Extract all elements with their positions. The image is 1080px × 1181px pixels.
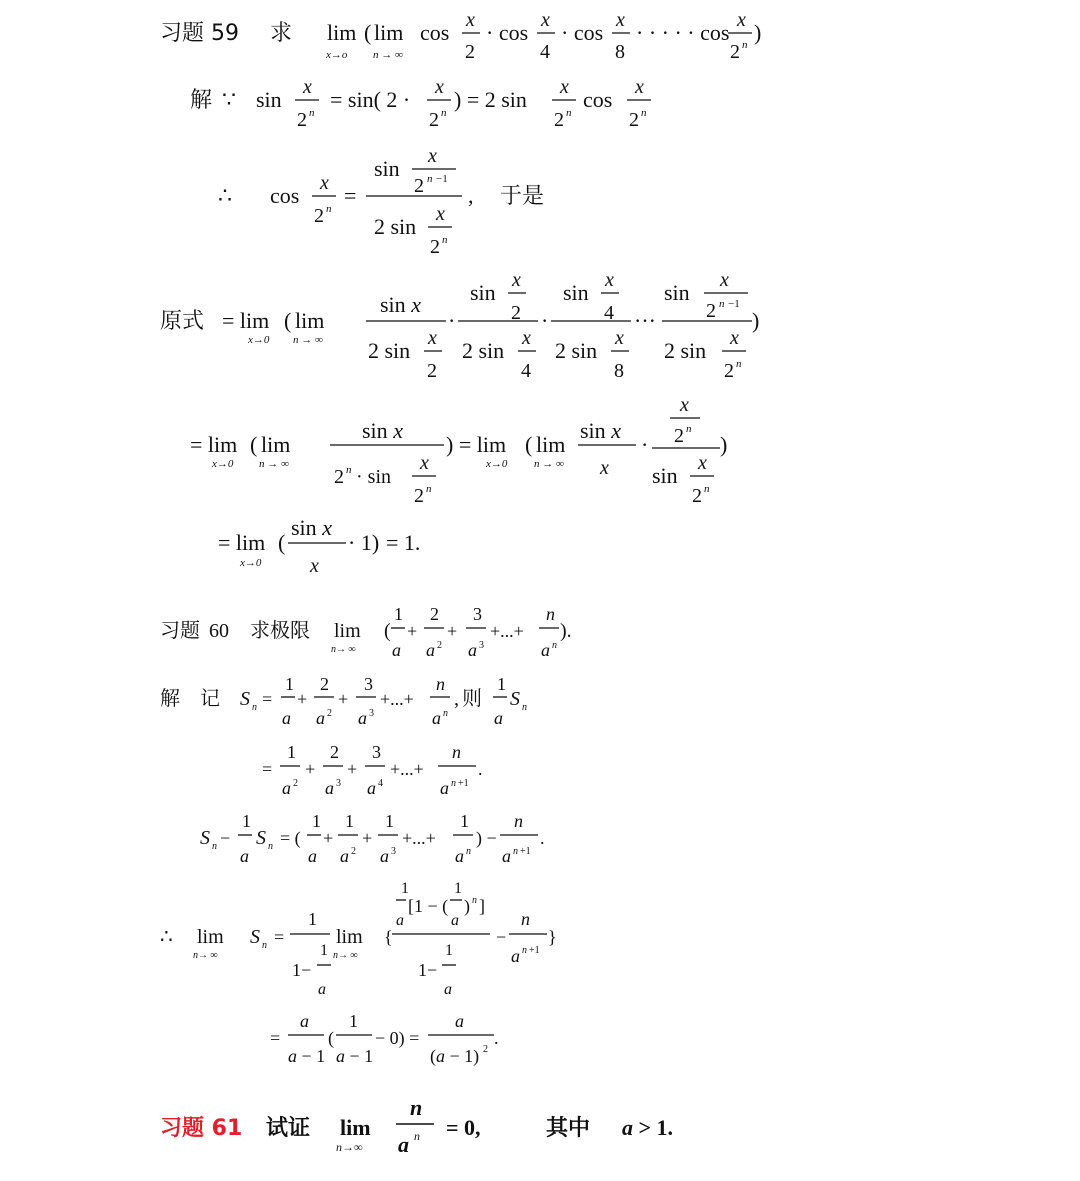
- svg-text:n: n: [521, 909, 530, 929]
- svg-text:x→o: x→o: [326, 49, 348, 61]
- svg-text:· · · · · cos: · · · · · cos: [636, 20, 730, 45]
- svg-text:n: n: [410, 1095, 423, 1120]
- svg-text:n: n: [326, 203, 332, 215]
- problem-60-number: 60: [209, 620, 229, 642]
- svg-text:n: n: [436, 674, 445, 694]
- problem-59-ask: 求: [270, 21, 293, 46]
- svg-text:a: a: [308, 846, 317, 866]
- svg-text:a: a: [455, 846, 464, 866]
- svg-text:[1 − (: [1 − (: [408, 896, 449, 916]
- problem-59-statement: [160, 9, 761, 63]
- svg-text:−: −: [496, 927, 507, 947]
- svg-text:sin: sin: [256, 87, 282, 112]
- svg-text:).: ).: [560, 620, 572, 642]
- svg-text:···: ···: [634, 308, 656, 333]
- svg-text:n: n: [736, 358, 742, 370]
- svg-text:): ): [752, 308, 760, 333]
- svg-text:a: a: [444, 981, 452, 998]
- svg-text:x: x: [320, 172, 329, 194]
- svg-text:sin: sin: [470, 280, 496, 305]
- svg-text:lim: lim: [261, 432, 291, 457]
- svg-text:2: 2: [330, 742, 339, 762]
- svg-text:n: n: [441, 107, 447, 119]
- svg-text:+: +: [297, 689, 308, 709]
- svg-text:) = lim: ) = lim: [446, 432, 507, 457]
- svg-text:2: 2: [730, 41, 740, 63]
- svg-text:1: 1: [285, 674, 294, 694]
- svg-text:a: a: [451, 912, 459, 929]
- svg-text:2: 2: [427, 360, 437, 382]
- svg-text:n → ∞: n → ∞: [373, 49, 403, 61]
- svg-text:a: a: [398, 1132, 409, 1157]
- svg-text:S: S: [200, 827, 210, 849]
- svg-text:x: x: [303, 76, 312, 98]
- svg-text:1: 1: [349, 1011, 358, 1031]
- svg-text:S: S: [256, 827, 266, 849]
- svg-text:.: .: [540, 828, 545, 848]
- svg-text:(: (: [525, 432, 533, 457]
- svg-text:−: −: [220, 828, 231, 848]
- svg-text:−1: −1: [436, 173, 448, 185]
- svg-text:x: x: [428, 327, 437, 349]
- svg-text:1: 1: [287, 742, 296, 762]
- svg-text:−1: −1: [728, 298, 740, 310]
- svg-text:lim: lim: [295, 308, 325, 333]
- svg-text:sin: sin: [652, 463, 678, 488]
- svg-text:2: 2: [554, 109, 564, 131]
- svg-text:{: {: [384, 927, 393, 947]
- svg-text:2: 2: [674, 425, 684, 447]
- svg-text:x: x: [737, 9, 746, 31]
- svg-text:4: 4: [540, 41, 550, 63]
- problem-60-label: 习题: [160, 618, 200, 642]
- svg-text:n: n: [452, 742, 461, 762]
- svg-text:a: a: [432, 708, 441, 728]
- problem-60-ze: 则: [462, 686, 482, 710]
- svg-text:n: n: [704, 483, 710, 495]
- svg-text:sin x: sin x: [380, 292, 421, 317]
- because-symbol: ∵: [222, 87, 236, 112]
- svg-text:2: 2: [327, 708, 332, 719]
- svg-text:+1: +1: [520, 846, 531, 857]
- svg-text:.: .: [494, 1028, 499, 1048]
- svg-text:2: 2: [437, 640, 442, 651]
- svg-text:2: 2: [483, 1044, 488, 1055]
- svg-text:+1: +1: [458, 778, 469, 789]
- svg-text:lim: lim: [334, 620, 361, 642]
- svg-text:1: 1: [385, 811, 394, 831]
- yushi-text: 于是: [500, 184, 545, 209]
- svg-text:+: +: [323, 828, 334, 848]
- svg-text:x: x: [615, 327, 624, 349]
- svg-text:n: n: [346, 464, 352, 476]
- svg-text:· cos: · cos: [486, 20, 529, 45]
- svg-text:lim: lim: [197, 926, 224, 948]
- problem-60-solution-word: 解: [160, 686, 180, 710]
- svg-text:= lim: = lim: [222, 308, 270, 333]
- svg-text:a: a: [240, 846, 249, 866]
- svg-text:n: n: [252, 702, 257, 713]
- svg-text:lim: lim: [327, 20, 357, 45]
- svg-text:sin x: sin x: [291, 515, 332, 540]
- svg-text:}: }: [548, 927, 557, 947]
- svg-text:n: n: [427, 173, 433, 185]
- svg-text:x→0: x→0: [486, 458, 508, 470]
- svg-text:= sin( 2 ·: = sin( 2 ·: [330, 87, 411, 112]
- svg-text:x: x: [541, 9, 550, 31]
- svg-text:+...+: +...+: [402, 828, 436, 848]
- svg-text:2: 2: [430, 236, 440, 258]
- problem-61-label: 习题 61: [160, 1116, 243, 1141]
- svg-text:1: 1: [320, 942, 328, 959]
- svg-text:+1: +1: [529, 945, 540, 956]
- svg-text:+: +: [362, 828, 373, 848]
- svg-text:= (: = (: [280, 828, 301, 848]
- svg-text:a: a: [440, 778, 449, 798]
- svg-text:a: a: [426, 640, 435, 660]
- svg-text:= lim: = lim: [190, 432, 238, 457]
- problem-59-final: [218, 515, 420, 577]
- svg-text:x: x: [420, 452, 429, 474]
- svg-text:4: 4: [604, 302, 614, 324]
- therefore-symbol: ∴: [218, 183, 232, 208]
- svg-text:8: 8: [614, 360, 624, 382]
- svg-text:n: n: [262, 940, 267, 951]
- svg-text:3: 3: [369, 708, 374, 719]
- svg-text:·: ·: [448, 308, 456, 333]
- svg-text:x: x: [600, 457, 609, 479]
- svg-text:3: 3: [336, 778, 341, 789]
- svg-text:a: a: [541, 640, 550, 660]
- svg-text:n: n: [719, 298, 725, 310]
- svg-text:a: a: [318, 981, 326, 998]
- svg-text:lim: lim: [336, 926, 363, 948]
- svg-text:(: (: [328, 1028, 334, 1048]
- svg-text:n: n: [566, 107, 572, 119]
- svg-text:a: a: [396, 912, 404, 929]
- svg-text:cos: cos: [270, 183, 300, 208]
- svg-text:n: n: [268, 841, 273, 852]
- svg-text:1: 1: [345, 811, 354, 831]
- svg-text:x: x: [720, 269, 729, 291]
- svg-text:2 sin: 2 sin: [664, 338, 707, 363]
- svg-text:1−: 1−: [292, 960, 312, 980]
- svg-text:a: a: [282, 778, 291, 798]
- svg-text:(a − 1): (a − 1): [430, 1046, 480, 1066]
- svg-text:x: x: [522, 327, 531, 349]
- svg-text:3: 3: [372, 742, 381, 762]
- svg-text:2 sin: 2 sin: [368, 338, 411, 363]
- svg-text:n: n: [514, 811, 523, 831]
- svg-text:a: a: [367, 778, 376, 798]
- svg-text:n: n: [443, 708, 448, 719]
- svg-text:x: x: [512, 269, 521, 291]
- problem-60-shifted-sum: [262, 742, 483, 798]
- svg-text:sin x: sin x: [580, 418, 621, 443]
- svg-text:(: (: [364, 20, 372, 45]
- svg-text:2: 2: [692, 485, 702, 507]
- problem-59-label: 习题 59: [160, 21, 239, 46]
- svg-text:2: 2: [414, 485, 424, 507]
- svg-text:a − 1: a − 1: [288, 1046, 326, 1066]
- svg-text:a: a: [316, 708, 325, 728]
- svg-text:): ): [754, 20, 762, 45]
- svg-text:x: x: [436, 203, 445, 225]
- svg-text:x→0: x→0: [212, 458, 234, 470]
- svg-text:4: 4: [521, 360, 531, 382]
- svg-text:,: ,: [468, 183, 474, 208]
- svg-text:a: a: [325, 778, 334, 798]
- svg-text:): ): [464, 896, 470, 916]
- svg-text:n: n: [451, 778, 456, 789]
- problem-59-step3: [160, 269, 759, 382]
- problem-59-solution-word: 解: [190, 88, 213, 113]
- svg-text:a > 1.: a > 1.: [622, 1115, 674, 1140]
- svg-text:n → ∞: n → ∞: [259, 458, 289, 470]
- svg-text:2: 2: [629, 109, 639, 131]
- svg-text:1: 1: [460, 811, 469, 831]
- svg-text:n: n: [641, 107, 647, 119]
- svg-text:3: 3: [479, 640, 484, 651]
- svg-text:n: n: [414, 1129, 420, 1143]
- svg-text:x: x: [635, 76, 644, 98]
- svg-text:n → ∞: n → ∞: [293, 334, 323, 346]
- svg-text:x: x: [310, 555, 319, 577]
- svg-text:· sin: · sin: [356, 466, 391, 488]
- problem-59-result: = 1.: [386, 530, 421, 555]
- svg-text:n: n: [742, 39, 748, 51]
- svg-text:): ): [720, 432, 728, 457]
- svg-text:n: n: [309, 107, 315, 119]
- svg-text:x: x: [730, 327, 739, 349]
- svg-text:2: 2: [334, 466, 344, 488]
- svg-text:) = 2 sin: ) = 2 sin: [454, 87, 527, 112]
- problem-59-step1: [190, 76, 651, 131]
- svg-text:a: a: [340, 846, 349, 866]
- svg-text:n: n: [212, 841, 217, 852]
- svg-text:n: n: [472, 895, 477, 906]
- svg-text:2: 2: [429, 109, 439, 131]
- svg-text:+...+: +...+: [490, 621, 524, 641]
- svg-text:2: 2: [511, 302, 521, 324]
- yuanshi-label: 原式: [160, 309, 205, 334]
- svg-text:2: 2: [351, 846, 356, 857]
- svg-text:x: x: [698, 452, 707, 474]
- svg-text:1: 1: [445, 942, 453, 959]
- svg-text:S: S: [250, 926, 260, 948]
- problem-61-statement: [160, 1095, 673, 1157]
- svg-text:x: x: [466, 9, 475, 31]
- svg-text:2: 2: [724, 360, 734, 382]
- svg-text:1−: 1−: [418, 960, 438, 980]
- svg-text:+: +: [305, 759, 316, 779]
- svg-text:=: =: [262, 759, 273, 779]
- svg-text:a − 1: a − 1: [336, 1046, 374, 1066]
- svg-text:a: a: [358, 708, 367, 728]
- svg-text:· cos: · cos: [561, 20, 604, 45]
- svg-text:(: (: [250, 432, 258, 457]
- svg-text:,: ,: [454, 688, 459, 710]
- svg-text:(: (: [384, 620, 391, 642]
- svg-text:n→ ∞: n→ ∞: [193, 950, 218, 961]
- svg-text:= 0,: = 0,: [446, 1115, 481, 1140]
- svg-text:2: 2: [414, 175, 424, 197]
- svg-text:1: 1: [312, 811, 321, 831]
- svg-text:lim: lim: [536, 432, 566, 457]
- svg-text:4: 4: [378, 778, 383, 789]
- svg-text:3: 3: [364, 674, 373, 694]
- svg-text:a: a: [392, 640, 401, 660]
- svg-text:) −: ) −: [476, 828, 497, 848]
- svg-text:1: 1: [454, 880, 462, 897]
- svg-text:a: a: [468, 640, 477, 660]
- svg-text:x: x: [428, 145, 437, 167]
- svg-text:cos: cos: [583, 87, 613, 112]
- svg-text:2: 2: [706, 300, 716, 322]
- svg-text:]: ]: [479, 896, 485, 916]
- svg-text:+...+: +...+: [390, 759, 424, 779]
- svg-text:8: 8: [615, 41, 625, 63]
- svg-text:x: x: [605, 269, 614, 291]
- svg-text:=: =: [270, 1028, 281, 1048]
- svg-text:2: 2: [430, 604, 439, 624]
- problem-61-ask: 试证: [266, 1116, 311, 1141]
- svg-text:lim: lim: [340, 1115, 371, 1140]
- problem-60-ask: 求极限: [250, 618, 310, 642]
- svg-text:+: +: [447, 621, 458, 641]
- svg-text:S: S: [240, 688, 250, 710]
- svg-text:+...+: +...+: [380, 689, 414, 709]
- svg-text:n: n: [426, 483, 432, 495]
- svg-text:2 sin: 2 sin: [462, 338, 505, 363]
- svg-text:n: n: [552, 640, 557, 651]
- svg-text:n: n: [522, 945, 527, 956]
- svg-text:n: n: [513, 846, 518, 857]
- svg-text:a: a: [502, 846, 511, 866]
- svg-text:=: =: [344, 183, 357, 208]
- problem-60-limit: [160, 880, 557, 998]
- svg-text:1: 1: [394, 604, 403, 624]
- svg-text:x: x: [435, 76, 444, 98]
- svg-text:2 sin: 2 sin: [374, 214, 417, 239]
- svg-text:1: 1: [308, 909, 317, 929]
- svg-text:x→0: x→0: [248, 334, 270, 346]
- svg-text:n → ∞: n → ∞: [534, 458, 564, 470]
- svg-text:sin: sin: [374, 156, 400, 181]
- svg-text:n→ ∞: n→ ∞: [331, 644, 356, 655]
- svg-text:x: x: [616, 9, 625, 31]
- svg-text:2 sin: 2 sin: [555, 338, 598, 363]
- svg-text:·: ·: [541, 308, 549, 333]
- svg-text:n: n: [522, 702, 527, 713]
- svg-text:1: 1: [242, 811, 251, 831]
- svg-text:n→ ∞: n→ ∞: [333, 950, 358, 961]
- svg-text:x: x: [680, 394, 689, 416]
- svg-text:(: (: [278, 530, 286, 555]
- svg-text:.: .: [478, 759, 483, 779]
- svg-text:·: ·: [641, 432, 649, 457]
- problem-60-difference: [200, 811, 545, 866]
- svg-text:lim: lim: [374, 20, 404, 45]
- svg-text:2: 2: [297, 109, 307, 131]
- svg-text:2: 2: [465, 41, 475, 63]
- svg-text:=: =: [262, 689, 273, 709]
- svg-text:sin: sin: [664, 280, 690, 305]
- svg-text:3: 3: [473, 604, 482, 624]
- svg-text:sin: sin: [563, 280, 589, 305]
- svg-text:− 0) =: − 0) =: [375, 1028, 420, 1048]
- svg-text:· 1): · 1): [348, 530, 380, 555]
- svg-text:n→∞: n→∞: [336, 1140, 363, 1154]
- problem-60-define: [160, 674, 527, 728]
- problem-59-step2: [218, 145, 544, 258]
- svg-text:S: S: [510, 688, 520, 710]
- svg-text:a: a: [494, 708, 503, 728]
- svg-text:=: =: [274, 927, 285, 947]
- problem-59-step4: [190, 394, 727, 507]
- svg-text:a: a: [455, 1011, 464, 1031]
- problem-60-result: [270, 1011, 499, 1067]
- svg-text:3: 3: [391, 846, 396, 857]
- problem-60-statement: [160, 604, 572, 660]
- svg-text:= lim: = lim: [218, 530, 266, 555]
- svg-text:sin x: sin x: [362, 418, 403, 443]
- svg-text:n: n: [442, 234, 448, 246]
- svg-text:x: x: [560, 76, 569, 98]
- svg-text:2: 2: [320, 674, 329, 694]
- svg-text:+: +: [347, 759, 358, 779]
- svg-text:a: a: [511, 946, 520, 966]
- svg-text:2: 2: [293, 778, 298, 789]
- svg-text:+: +: [407, 621, 418, 641]
- svg-text:x→0: x→0: [240, 557, 262, 569]
- problem-60-therefore: ∴: [160, 926, 173, 948]
- problem-60-ji: 记: [200, 686, 220, 710]
- svg-text:n: n: [546, 604, 555, 624]
- svg-text:(: (: [284, 308, 292, 333]
- svg-text:+: +: [338, 689, 349, 709]
- svg-text:1: 1: [401, 880, 409, 897]
- svg-text:a: a: [380, 846, 389, 866]
- svg-text:1: 1: [497, 674, 506, 694]
- problem-61-condition-prefix: 其中: [546, 1116, 591, 1141]
- svg-text:cos: cos: [420, 20, 450, 45]
- svg-text:n: n: [686, 423, 692, 435]
- svg-text:a: a: [282, 708, 291, 728]
- svg-text:a: a: [300, 1011, 309, 1031]
- svg-text:n: n: [466, 846, 471, 857]
- svg-text:2: 2: [314, 205, 324, 227]
